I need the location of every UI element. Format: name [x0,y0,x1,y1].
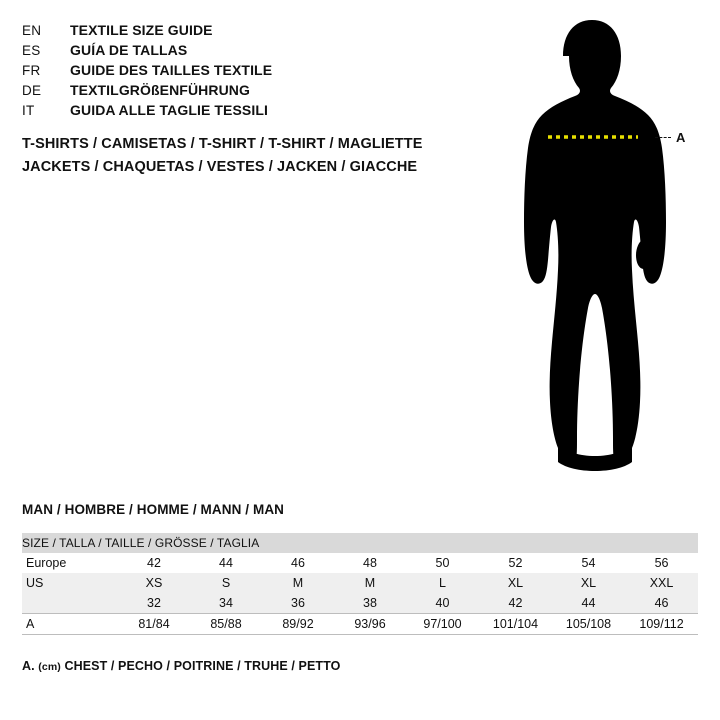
language-title: GUIDA ALLE TAGLIE TESSILI [70,102,268,118]
table-cell: XL [552,573,625,593]
language-row [22,60,462,80]
male-silhouette-figure [470,8,720,488]
language-row [22,20,462,40]
language-code: DE [22,83,42,98]
table-cell: 109/112 [625,614,698,635]
language-title: GUIDE DES TAILLES TEXTILE [70,62,273,78]
table-cell: 101/104 [479,614,552,635]
language-code: IT [22,103,35,118]
footnote [22,659,340,673]
silhouette-icon [470,8,720,488]
row-label: A [22,614,118,635]
table-cell: 85/88 [190,614,262,635]
size-table [22,533,698,635]
language-title: GUÍA DE TALLAS [70,42,188,58]
table-cell: M [262,573,334,593]
table-cell: S [190,573,262,593]
table-cell: 81/84 [118,614,190,635]
row-label: Europe [22,553,118,573]
table-cell: 48 [334,553,406,573]
table-row [22,573,698,593]
footnote-text: CHEST / PECHO / POITRINE / TRUHE / PETTO [64,659,341,673]
category-jackets: JACKETS / CHAQUETAS / VESTES / JACKEN / GIACCHE [22,159,418,175]
category-tshirts: T-SHIRTS / CAMISETAS / T-SHIRT / T-SHIRT / MAGLIETTE [22,136,423,152]
language-list [22,20,462,120]
table-cell: 56 [625,553,698,573]
language-row [22,100,462,120]
table-cell: 46 [625,593,698,614]
table-cell: 52 [479,553,552,573]
table-header-label: SIZE / TALLA / TAILLE / GRÖSSE / TAGLIA [22,533,698,553]
table-cell: 105/108 [552,614,625,635]
table-cell: XS [118,573,190,593]
table-cell: 42 [479,593,552,614]
table-cell: 44 [552,593,625,614]
table-row [22,593,698,614]
footnote-unit: (cm) [38,661,61,673]
table-cell: 32 [118,593,190,614]
size-table-wrapper [22,533,698,635]
table-cell: 50 [406,553,479,573]
row-label: US [22,573,118,593]
table-cell: 34 [190,593,262,614]
table-cell: 93/96 [334,614,406,635]
table-cell: L [406,573,479,593]
measure-leader-line [655,137,671,138]
table-cell: 97/100 [406,614,479,635]
table-cell: XXL [625,573,698,593]
table-cell: 42 [118,553,190,573]
language-code: EN [22,23,42,38]
table-cell: 44 [190,553,262,573]
row-label [22,593,118,614]
table-cell: 36 [262,593,334,614]
language-row [22,80,462,100]
table-cell: XL [479,573,552,593]
language-code: ES [22,43,41,58]
table-cell: 40 [406,593,479,614]
table-cell: 46 [262,553,334,573]
table-row [22,614,698,635]
language-code: FR [22,63,41,78]
language-title: TEXTILE SIZE GUIDE [70,22,213,38]
table-cell: 38 [334,593,406,614]
measure-label-a: A [676,130,686,145]
category-headings [22,133,492,179]
table-cell: 54 [552,553,625,573]
table-row [22,553,698,573]
language-row [22,40,462,60]
table-cell: M [334,573,406,593]
language-title: TEXTILGRÖßENFÜHRUNG [70,82,251,98]
footnote-letter: A. [22,659,35,673]
man-section-heading: MAN / HOMBRE / HOMME / MANN / MAN [22,502,285,517]
table-header-row [22,533,698,553]
table-cell: 89/92 [262,614,334,635]
